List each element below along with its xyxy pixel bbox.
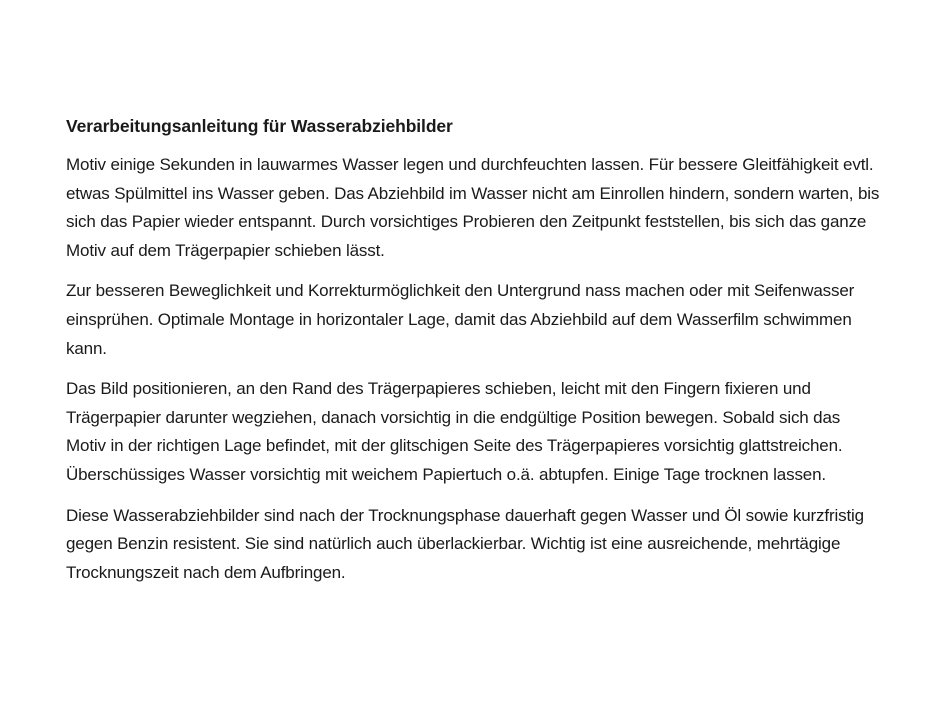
paragraph-positioning-instructions: Das Bild positionieren, an den Rand des Trägerpapieres schieben, leicht mit den Fingern fixieren und Trägerpapier darunter wegziehen, danach vorsichtig in die endgültige Position bewegen. Sobald sich das Motiv in der richtigen Lage befindet, mit der glitschigen Seite des Trägerpapieres vorsichtig glattstreichen. Überschüssiges Wasser vorsichtig mit weichem Papiertuch o.ä. abtupfen. Einige Tage trocknen lassen. — [66, 379, 843, 484]
paragraph-drying-durability: Diese Wasserabziehbilder sind nach der Trocknungsphase dauerhaft gegen Wasser und Öl sowie kurzfristig gegen Benzin resistent. Sie sind natürlich auch überlackierbar. Wichtig ist eine ausreichende, mehrtägige Trocknungszeit nach dem Aufbringen. — [66, 505, 864, 582]
document-title: Verarbeitungsanleitung für Wasserabziehbilder — [66, 116, 453, 136]
paragraph-surface-preparation: Zur besseren Beweglichkeit und Korrekturmöglichkeit den Untergrund nass machen oder mit Seifenwasser einsprühen. Optimale Montage in horizontaler Lage, damit das Abziehbild auf dem Wasserfilm schwimmen kann. — [66, 281, 855, 358]
document-content — [66, 112, 884, 599]
paragraph-soaking-instructions: Motiv einige Sekunden in lauwarmes Wasser legen und durchfeuchten lassen. Für bessere Gleitfähigkeit evtl. etwas Spülmittel ins Wasser geben. Das Abziehbild im Wasser nicht am Einrollen hindern, sondern warten, bis sich das Papier wieder entspannt. Durch vorsichtiges Probieren den Zeitpunkt feststellen, bis sich das ganze Motiv auf dem Trägerpapier schieben lässt. — [66, 155, 880, 260]
